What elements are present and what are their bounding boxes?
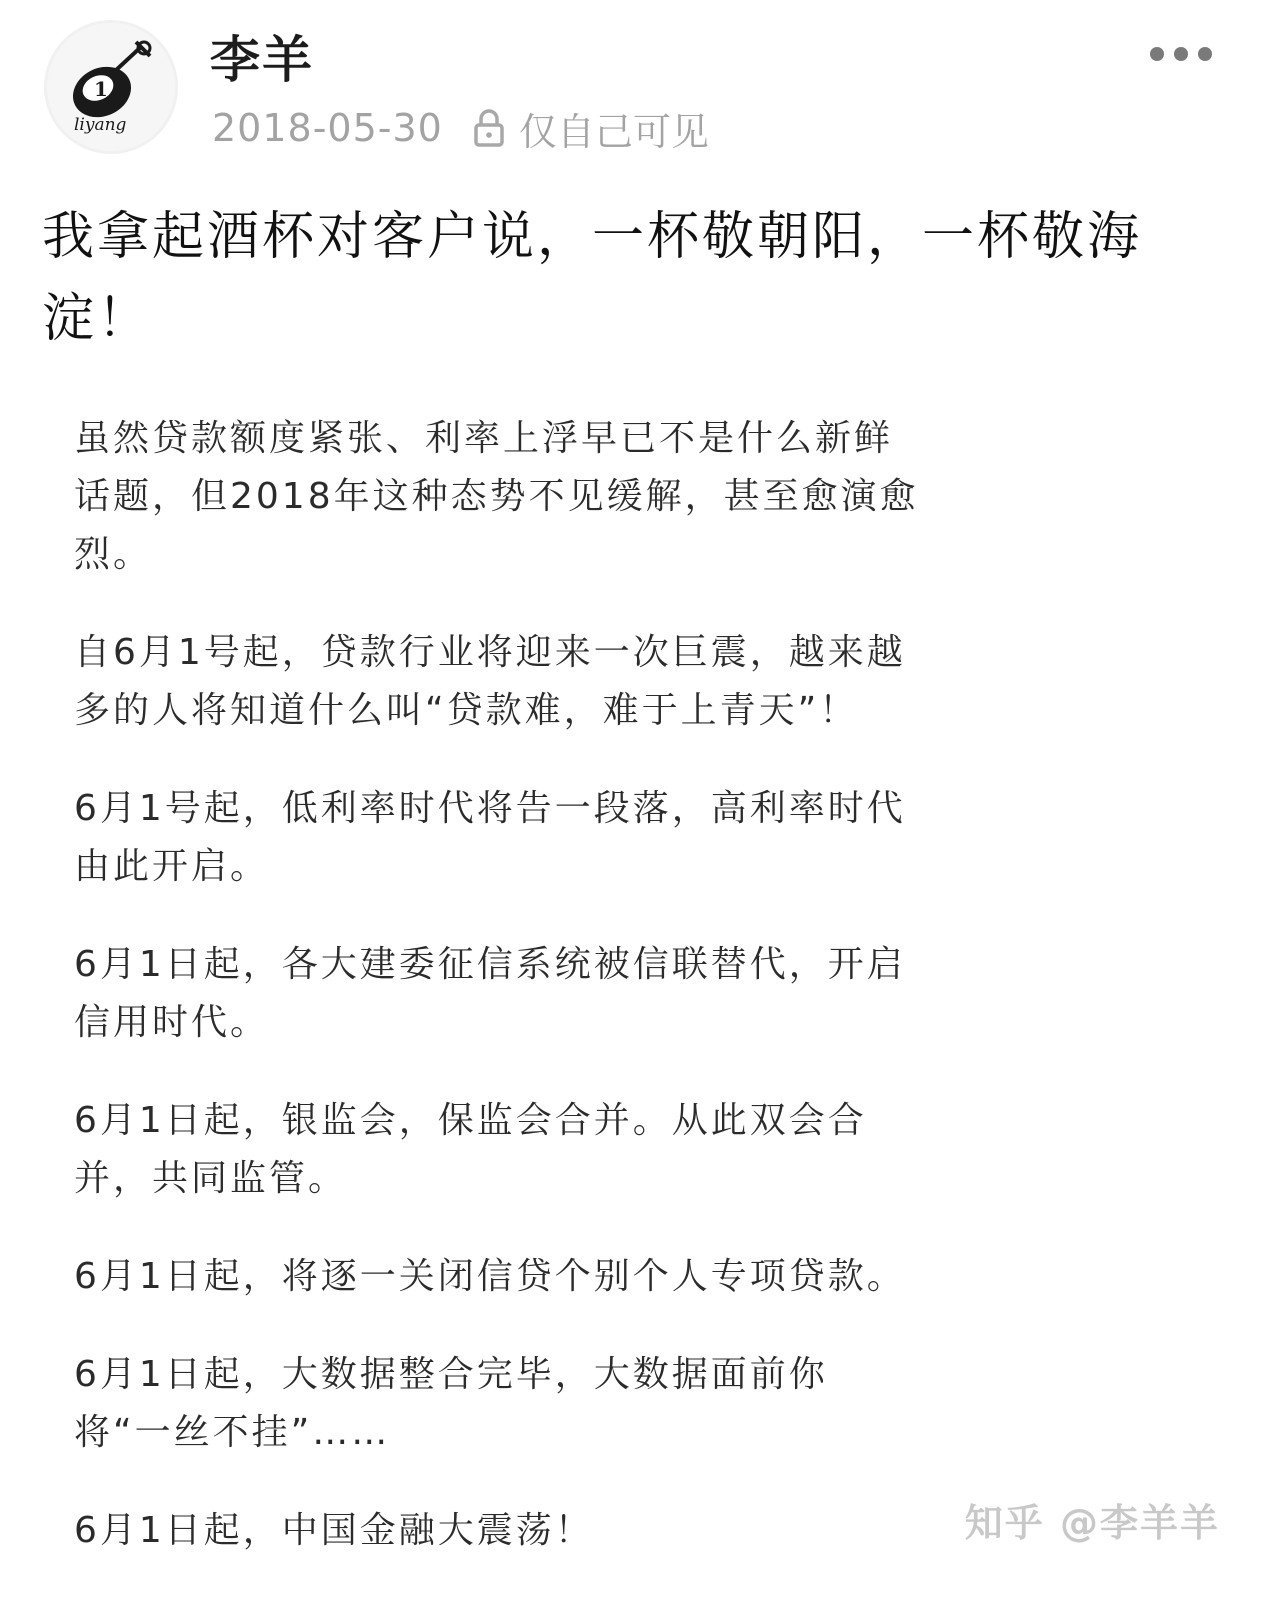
article-paragraph: 6月1日起，中国金融大震荡！ <box>74 1510 594 1551</box>
avatar[interactable] <box>44 20 178 154</box>
privacy-label: 仅自己可见 <box>518 109 709 154</box>
post-meta <box>212 104 709 152</box>
more-dot <box>1198 47 1212 61</box>
more-dot <box>1174 47 1188 61</box>
article-paragraph: 6月1日起，各大建委征信系统被信联替代，开启信用时代。 <box>74 944 906 1043</box>
post-header <box>0 0 1284 170</box>
post-title: 我拿起酒杯对客户说，一杯敬朝阳，一杯敬海淀！ <box>42 207 1143 349</box>
avatar-text: liyang <box>74 115 127 135</box>
avatar-number: 1 <box>94 77 108 101</box>
article-image-content <box>74 410 924 1600</box>
article-paragraph: 虽然贷款额度紧张、利率上浮早已不是什么新鲜话题，但2018年这种态势不见缓解，甚至愈演愈烈。 <box>74 418 919 575</box>
lock-icon <box>473 108 505 148</box>
more-dot <box>1150 47 1164 61</box>
author-name[interactable]: 李羊 <box>210 31 314 89</box>
zhihu-watermark: 知乎 @李羊羊 <box>964 1501 1220 1545</box>
article-paragraph: 6月1日起，将逐一关闭信贷个别个人专项贷款。 <box>74 1256 906 1297</box>
avatar-logo-icon <box>44 20 178 154</box>
more-options-button[interactable] <box>1150 38 1212 70</box>
article-paragraph: 自6月1号起，贷款行业将迎来一次巨震，越来越多的人将知道什么叫“贷款难，难于上青天”！ <box>74 632 906 731</box>
post-date: 2018-05-30 <box>212 106 443 150</box>
article-paragraph: 6月1号起，低利率时代将告一段落，高利率时代由此开启。 <box>74 788 906 887</box>
article-paragraph: 6月1日起，银监会，保监会合并。从此双会合并，共同监管。 <box>74 1100 867 1199</box>
article-paragraph: 6月1日起，大数据整合完毕，大数据面前你将“一丝不挂”…… <box>74 1354 828 1453</box>
